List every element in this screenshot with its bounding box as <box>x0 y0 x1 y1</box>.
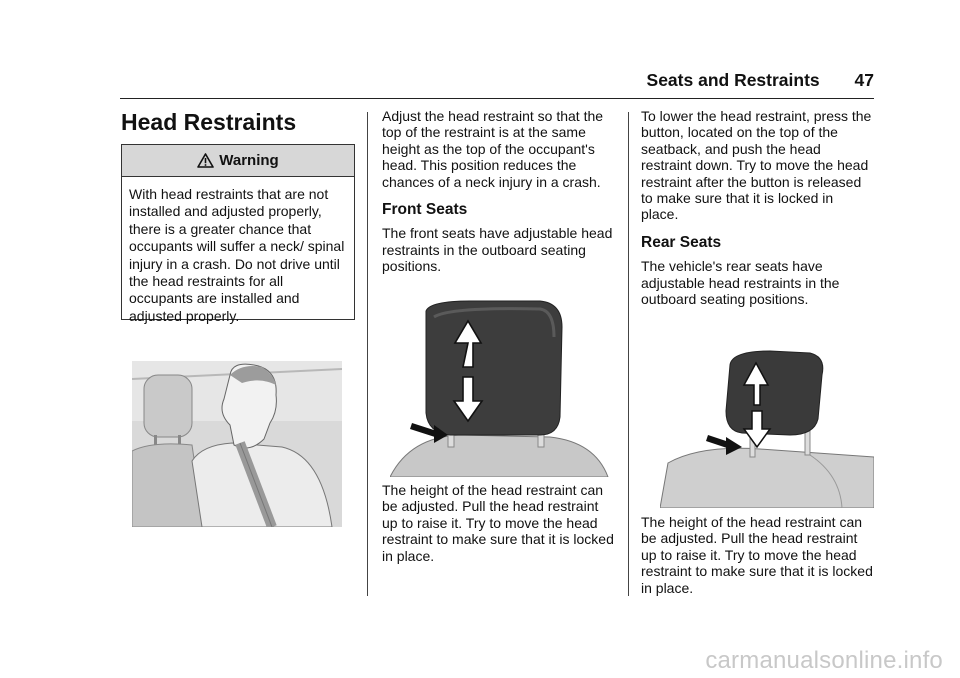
column-divider-2 <box>628 112 629 596</box>
page-header <box>0 70 874 91</box>
front-seats-heading: Front Seats <box>382 201 468 219</box>
warning-triangle-icon <box>197 153 214 168</box>
rear-seats-paragraph: The vehicle's rear seats have adjustable head restraints in the outboard seating positions. <box>641 258 840 308</box>
column-3 <box>641 108 873 307</box>
watermark: carmanualsonline.info <box>705 647 943 674</box>
warning-title: Warning <box>219 152 279 169</box>
rear-head-restraint-illustration <box>660 345 874 508</box>
front-adjust-paragraph: The height of the head restraint can be adjusted. Pull the head restraint up to raise it. Try to move the head restraint to make sure that it is locked in place. <box>382 482 614 564</box>
rear-adjust-paragraph: The height of the head restraint can be adjusted. Pull the head restraint up to raise it. Try to move the head restraint to make sure that it is locked in place. <box>641 514 873 596</box>
page-heading: Head Restraints <box>121 109 297 135</box>
column-3-lower <box>641 514 873 596</box>
column-divider-1 <box>367 112 368 596</box>
column-2-lower <box>382 482 614 564</box>
intro-paragraph: Adjust the head restraint so that the top of the restraint is at the same height as the top of the occupant's head. This position reduces the chances of a neck injury in a crash. <box>382 108 604 190</box>
front-seats-paragraph: The front seats have adjustable head restraints in the outboard seating positions. <box>382 225 613 275</box>
front-head-restraint-illustration <box>390 297 612 477</box>
warning-box <box>121 144 355 324</box>
warning-header <box>122 145 354 177</box>
occupant-head-restraint-illustration <box>132 361 342 527</box>
header-rule <box>120 98 874 99</box>
column-2 <box>382 108 614 275</box>
section-title: Seats and Restraints <box>646 70 820 90</box>
rear-seats-heading: Rear Seats <box>641 233 722 251</box>
warning-text: With head restraints that are not installed and adjusted properly, there is a greater chance that occupants will suffer a neck/ spinal injury in a crash. Do not drive until the head restraints for all occupants are installed and adjusted properly. <box>129 186 345 324</box>
page-number: 47 <box>854 70 874 90</box>
lower-restraint-paragraph: To lower the head restraint, press the button, located on the top of the seatback, and push the head restraint down. Try to move the head restraint after the button is released to make sure that it is locked in place. <box>641 108 872 223</box>
